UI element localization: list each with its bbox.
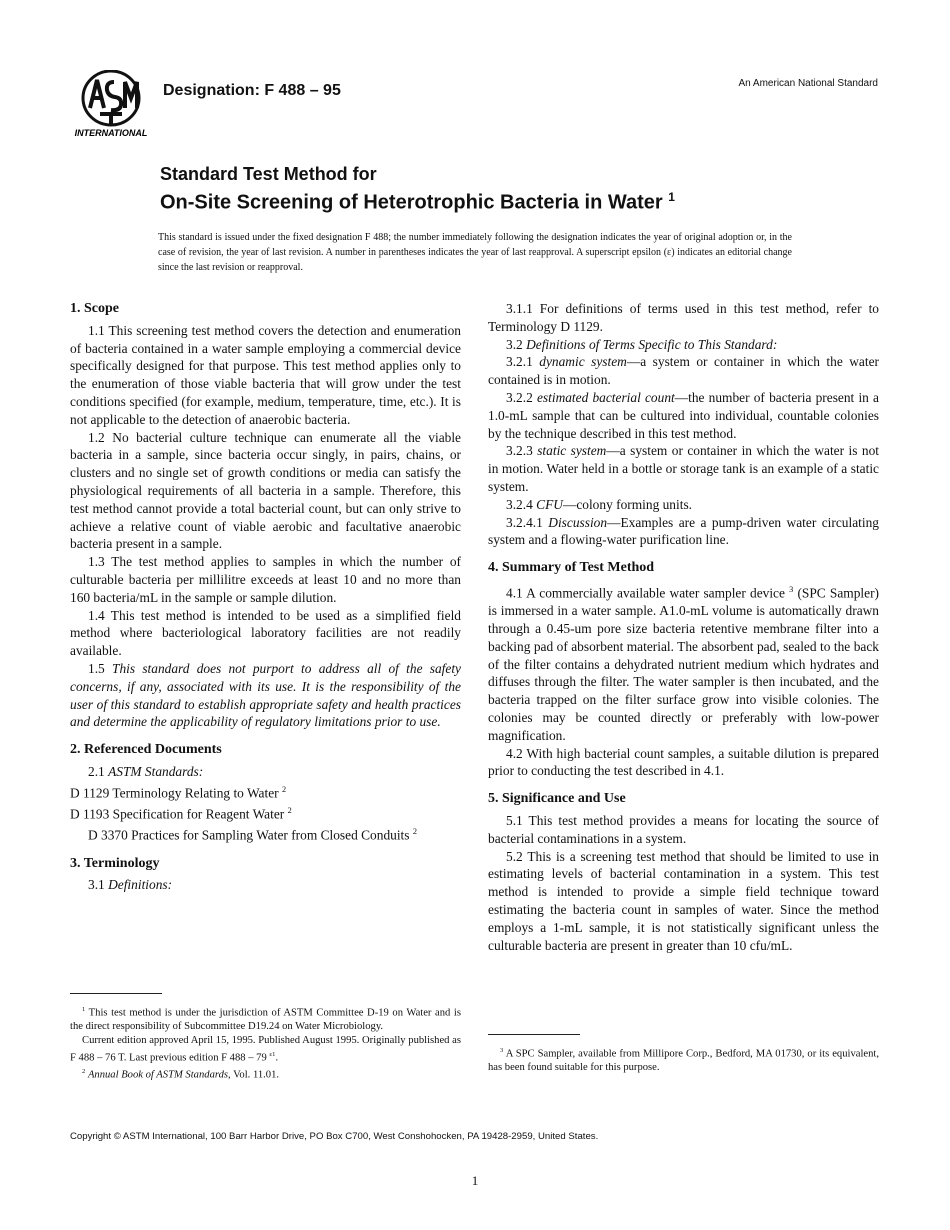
para-3-2-text: Definitions of Terms Specific to This Standard: — [526, 336, 778, 352]
para-3-2-2-num: 3.2.2 — [506, 389, 537, 405]
term-dynamic-system: dynamic system — [539, 354, 627, 370]
term-discussion: Discussion — [548, 514, 608, 530]
para-3-2-1 — [488, 353, 879, 389]
para-1-3: 1.3 The test method applies to samples in which the number of culturable bacteria per millilitre exceeds at least 10 and no more than 160 bacteria/mL in the sample or sample dilution. — [70, 554, 461, 605]
discussion-text: —Examples are a pump-driven water circulating system and a flowing-water purification line. — [488, 514, 879, 548]
reference-text: D 3370 Practices for Sampling Water from Closed Conduits — [88, 827, 410, 843]
right-column — [488, 300, 879, 954]
para-1-2: 1.2 No bacterial culture technique can enumerate all the viable bacteria in a sample, since bacteria occur singly, in pairs, chains, or clusters and no single set of growth conditions or media can satisfy the physiological requirements of all bacteria in a sample. Therefore, this test method cannot provide a total bacterial count, but can only strive to achieve a relative count of viable aerobic and facultative anaerobic bacteria present in a sample. — [70, 429, 461, 552]
section-heading-summary: 4. Summary of Test Method — [488, 560, 655, 576]
para-1-5-text: This standard does not purport to address all of the safety concerns, if any, associated with its use. It is the responsibility of the user of this standard to establish appropriate safety and health practices and determine the applicability of regulatory limitations prior to use. — [70, 660, 461, 730]
term-static-system: static system — [537, 443, 607, 459]
reference-footnote-ref: 2 — [287, 805, 292, 815]
reference-item — [70, 823, 461, 844]
para-3-2-3 — [488, 442, 879, 495]
para-3-2 — [488, 336, 879, 354]
footnote-rule-left — [70, 993, 162, 994]
term-cfu: CFU — [536, 496, 563, 512]
title-main: On-Site Screening of Heterotrophic Bacteria in Water — [160, 191, 663, 214]
copyright-notice: Copyright © ASTM International, 100 Barr Harbor Drive, PO Box C700, West Conshohocken, PA 19428-2959, United States. — [70, 1131, 599, 1142]
definition-dynamic-system: —a system or container in which the water contained is in motion. — [488, 354, 879, 388]
para-2-1-num: 2.1 — [88, 763, 109, 779]
para-3-2-2 — [488, 389, 879, 442]
national-standard-label: An American National Standard — [738, 78, 878, 89]
footnote-2-title: Annual Book of ASTM Standards — [87, 1069, 229, 1081]
para-1-4: 1.4 This test method is intended to be used as a simplified field method where bacteriological laboratory facilities are not readily available. — [70, 607, 461, 659]
para-3-2-4-1 — [488, 514, 879, 550]
para-1-5 — [70, 660, 461, 731]
page-number: 1 — [471, 1173, 479, 1188]
footnotes-right — [488, 1044, 879, 1075]
designation: Designation: F 488 – 95 — [163, 82, 341, 99]
footnote-1-edition: Current edition approved April 15, 1995. Published August 1995. Originally published as F 488 – 76 T. Last previous edition F 488 – 79 $^{\varepsilon 1}$. — [70, 1035, 461, 1064]
para-3-2-4 — [488, 496, 879, 514]
astm-logo — [70, 70, 152, 140]
footnote-1-edition-text: Current edition approved April 15, 1995. Published August 1995. Originally published as F 488 – 76 T. Last previous edition F 488 – 79 — [70, 1035, 461, 1064]
section-heading-terminology: 3. Terminology — [70, 855, 160, 871]
para-4-1-text-b: (SPC Sampler) is immersed in a water sample. A1.0-mL volume is automatically drawn through a 0.45-um pore size bacteria retentive membrane filter into a backing pad of absorbent material. The absorbent pad, sealed to the back of the filter contains a dehydrated nutrient medium which hydrates and diffuses through the filter. The water sampler is then incubated, and the bacteria trapped on the filter surface grow into visible colonies. The colonies may be counted directly or preferably with low-power magnification. — [488, 585, 879, 743]
footnote-2 — [70, 1065, 461, 1082]
section-heading-significance: 5. Significance and Use — [488, 791, 626, 807]
definition-static-system: —a system or container in which the water is not in motion. Water held in a bottle or storage tank is an example of a static system. — [488, 443, 879, 494]
footnote-1 — [70, 1003, 461, 1034]
term-estimated-bacterial-count: estimated bacterial count — [536, 389, 675, 405]
para-5-2: 5.2 This is a screening test method that should be limited to use in estimating levels of bacterial contamination in a system. This test method is intended to provide a simple field technique toward estimating the bacteria count in samples of water. Since the method employs a 1-mL sample, it is not statistically significant unless the culturable bacteria are present in greater than 10 cfu/mL. — [488, 848, 879, 953]
para-3-1-1: 3.1.1 For definitions of terms used in this test method, refer to Terminology D 1129. — [488, 301, 879, 334]
reference-footnote-ref: 2 — [281, 784, 287, 794]
definition-estimated-bacterial-count: —the number of bacteria present in a 1.0-mL sample that can be cultured into individual, countable colonies by the technique described in this test method. — [488, 389, 879, 441]
para-4-2: 4.2 With high bacterial count samples, a suitable dilution is prepared prior to conducting the test described in 4.1. — [488, 745, 879, 779]
title-footnote-ref: 1 — [668, 190, 675, 204]
footnote-3 — [488, 1044, 879, 1075]
para-3-2-num: 3.2 — [506, 336, 527, 352]
para-3-1-num: 3.1 — [88, 877, 109, 893]
definition-cfu: —colony forming units. — [562, 496, 692, 512]
para-1-1: 1.1 This screening test method covers the detection and enumeration of bacteria contained in a water sample employing a commercial device specifically designed for that purpose. This test method applies only to the enumeration of those viable bacteria that will grow under the test conditions specified (for example, medium, temperature, time, etc.). It is not applicable to the detection of anaerobic bacteria. — [70, 322, 461, 427]
reference-item — [70, 802, 461, 823]
para-5-1: 5.1 This test method provides a means for locating the source of bacterial contaminations in a system. — [488, 812, 879, 846]
para-3-1-text: Definitions: — [108, 877, 173, 893]
para-3-2-1-num: 3.2.1 — [506, 354, 540, 370]
footnotes-left — [70, 1003, 461, 1083]
document-title — [160, 164, 675, 215]
footnote-3-marker: 3 — [500, 1047, 504, 1054]
section-heading-scope: 1. Scope — [70, 301, 119, 316]
para-3-2-3-num: 3.2.3 — [506, 443, 538, 459]
para-2-1-text: ASTM Standards: — [108, 763, 204, 779]
footnote-rule-right — [488, 1034, 580, 1035]
footnote-2-marker: 2 — [82, 1068, 86, 1076]
title-line-2 — [160, 185, 675, 215]
section-heading-referenced-documents: 2. Referenced Documents — [70, 742, 222, 758]
para-4-1 — [488, 581, 879, 745]
footnote-ref-3: 3 — [789, 584, 794, 594]
epsilon-superscript: ε1 — [269, 1050, 276, 1058]
reference-footnote-ref: 2 — [412, 827, 418, 837]
logo-text: INTERNATIONAL — [74, 128, 148, 138]
para-3-2-4-1-num: 3.2.4.1 — [506, 514, 549, 530]
para-3-2-4-num: 3.2.4 — [506, 496, 537, 512]
para-2-1 — [70, 763, 461, 781]
preamble: This standard is issued under the fixed designation F 488; the number immediately following the designation indicates the year of original adoption or, in the case of revision, the year of last revision. A number in parentheses indicates the year of last reapproval. A superscript epsilon (ε) indicates an editorial change since the last revision or reapproval. — [158, 232, 792, 273]
reference-item — [70, 781, 461, 802]
reference-text: D 1193 Specification for Reagent Water — [70, 806, 285, 822]
footnote-2-volume: , Vol. 11.01. — [228, 1069, 280, 1081]
para-1-5-num: 1.5 — [88, 660, 112, 676]
footnote-3-text: A SPC Sampler, available from Millipore Corp., Bedford, MA 01730, or its equivalent, has been found suitable for this purpose. — [488, 1048, 879, 1074]
reference-text: D 1129 Terminology Relating to Water — [70, 785, 279, 801]
title-line-1: Standard Test Method for — [160, 164, 377, 184]
left-column — [70, 300, 461, 894]
para-3-1 — [70, 876, 461, 894]
footnote-1-text: This test method is under the jurisdiction of ASTM Committee D-19 on Water and is the direct responsibility of Subcommittee D19.24 on Water Microbiology. — [70, 1007, 461, 1033]
footnote-1-marker: 1 — [82, 1006, 86, 1013]
para-4-1-text-a: 4.1 A commercially available water sampler device — [506, 585, 785, 601]
